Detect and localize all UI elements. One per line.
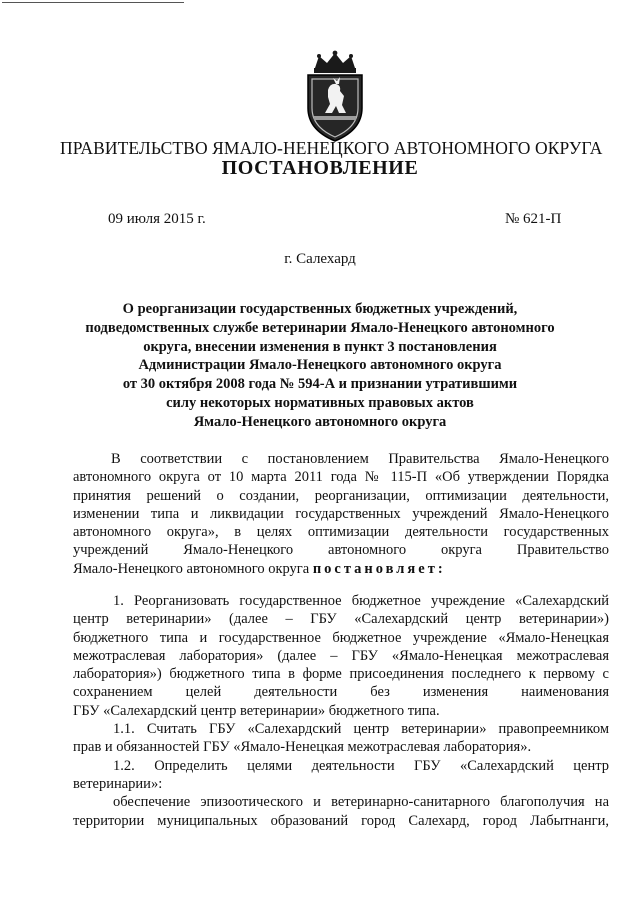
yanao-coat-of-arms-icon	[299, 50, 371, 144]
preamble-paragraph	[73, 450, 609, 578]
title-line: Ямало-Ненецкого автономного округа	[193, 413, 447, 430]
text-line: автономного округа от 10 марта 2011 года № 115-П «Об утверждении Порядка	[73, 469, 609, 486]
document-title	[60, 300, 580, 432]
scan-edge-line	[2, 2, 184, 3]
document-date: 09 июля 2015 г.	[108, 211, 206, 227]
text-line: территории муниципальных образований город Салехард, город Лабытнанги,	[73, 812, 609, 829]
title-line: от 30 октября 2008 года № 594-А и признании утратившими	[122, 376, 518, 393]
government-name: ПРАВИТЕЛЬСТВО ЯМАЛО-НЕНЕЦКОГО АВТОНОМНОГО ОКРУГА	[60, 138, 603, 158]
text-line: бюджетного типа и государственное бюджетное учреждение «Ямало-Ненецкая	[73, 629, 609, 646]
text-line: обеспечение эпизоотического и ветеринарно-санитарного благополучия на	[113, 794, 609, 811]
title-line: О реорганизации государственных бюджетных учреждений,	[122, 301, 518, 317]
text-line: сохранением целей деятельности без изменения наименования	[73, 684, 609, 701]
text-line: учреждений Ямало-Ненецкого автономного округа Правительство	[73, 542, 609, 559]
title-line: силу некоторых нормативных правовых актов	[166, 394, 474, 411]
text-line: центр ветеринарии» (далее – ГБУ «Салехардский центр ветеринарии»)	[73, 611, 609, 628]
preamble-last-text: Ямало-Ненецкого автономного округа	[73, 560, 313, 577]
text-line: 1.2. Определить целями деятельности ГБУ «Салехардский центр	[113, 757, 609, 774]
text-line	[73, 560, 609, 578]
text-line: 1.1. Считать ГБУ «Салехардский центр ветеринарии» правопреемником	[113, 721, 609, 738]
text-line: В соответствии с постановлением Правительства Ямало-Ненецкого	[111, 451, 609, 467]
text-line: автономного округа», в целях оптимизации деятельности государственных	[73, 524, 609, 541]
text-line: 1. Реорганизовать государственное бюджетное учреждение «Салехардский	[113, 593, 609, 609]
document-type: ПОСТАНОВЛЕНИЕ	[221, 157, 419, 179]
document-number: № 621-П	[505, 211, 562, 227]
text-line: межотраслевая лаборатория» (далее – ГБУ «Ямало-Ненецкая межотраслевая	[73, 647, 609, 664]
title-line: Администрации Ямало-Ненецкого автономного округа	[138, 357, 502, 374]
document-city: г. Салехард	[284, 251, 356, 267]
text-line: ветеринарии»:	[73, 775, 163, 792]
text-line: изменении типа и ликвидации государственных учреждений Ямало-Ненецкого	[73, 505, 609, 522]
title-line: подведомственных службе ветеринарии Ямало-Ненецкого автономного	[85, 319, 555, 336]
text-line: принятия решений о создании, реорганизации, оптимизации деятельности,	[73, 487, 609, 504]
text-line: прав и обязанностей ГБУ «Ямало-Ненецкая межотраслевая лаборатория».	[73, 739, 532, 756]
text-line: лаборатория») бюджетного типа в форме присоединения последнего к первому с	[73, 666, 609, 683]
text-line: ГБУ «Салехардский центр ветеринарии» бюджетного типа.	[73, 702, 440, 719]
resolution-items	[73, 592, 609, 830]
title-line: округа, внесении изменения в пункт 3 постановления	[143, 338, 497, 355]
resolves-word: постановляет:	[312, 560, 446, 577]
